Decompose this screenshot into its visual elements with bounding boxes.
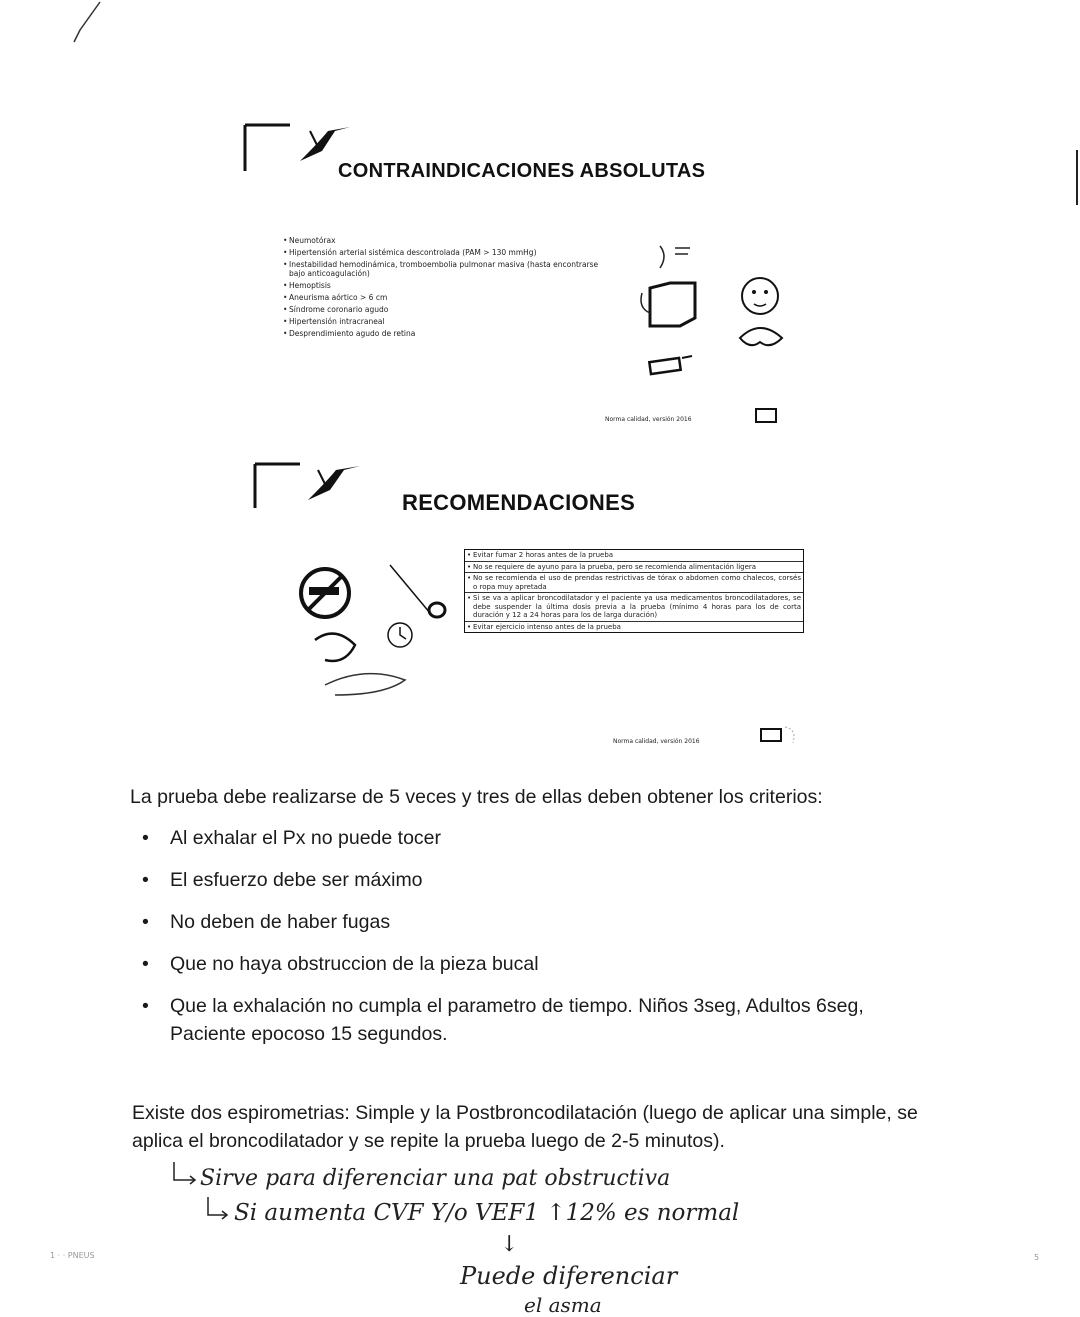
slide-footer: Norma calidad, versión 2016	[613, 738, 700, 745]
scan-mark	[60, 0, 110, 45]
slide-logo-icon	[250, 458, 365, 528]
list-item: • Evitar ejercicio intenso antes de la prueba	[465, 622, 803, 633]
page-edge-label: 1 · · PNEUS	[50, 1251, 95, 1260]
handwritten-note-2: Si aumenta CVF Y/o VEF1 ↑12% es normal	[234, 1200, 740, 1226]
handwritten-note-4: el asma	[524, 1293, 602, 1317]
criteria-item: • No deben de haber fugas	[130, 908, 930, 936]
page-number: 5	[1034, 1253, 1040, 1262]
criteria-item: • Que no haya obstruccion de la pieza bucal	[130, 950, 930, 978]
list-item: • No se recomienda el uso de prendas restrictivas de tórax o abdomen como chalecos, corsés o ropa muy apretada	[465, 573, 803, 593]
criteria-list	[130, 824, 930, 1062]
criteria-item: • El esfuerzo debe ser máximo	[130, 866, 930, 894]
list-item: • Si se va a aplicar broncodilatador y el paciente ya usa medicamentos broncodilatadores, se debe suspender la última dosis previa a la prueba (mínimo 4 horas para los de corta duración y 12 a 24 horas para los de larga duración)	[465, 593, 803, 622]
hand-arrow-icon	[170, 1160, 200, 1190]
list-item: • Inestabilidad hemodinámica, tromboembolia pulmonar masiva (hasta encontrarse bajo anticoagulación)	[283, 260, 603, 278]
list-item: • Evitar fumar 2 horas antes de la prueba	[465, 550, 803, 562]
slide-footer: Norma calidad, versión 2016	[605, 416, 692, 423]
list-item: • Hipertensión arterial sistémica descontrolada (PAM > 130 mmHg)	[283, 248, 603, 257]
slide-contraindicaciones	[235, 118, 835, 438]
list-item: • Aneurisma aórtico > 6 cm	[283, 293, 603, 302]
footer-logo-icon	[750, 406, 790, 426]
contraindication-list	[283, 236, 603, 341]
handwritten-note-1: Sirve para diferenciar una pat obstructiva	[200, 1166, 671, 1191]
footer-logo-icon	[753, 723, 813, 753]
scan-edge-line	[1076, 150, 1078, 205]
slide-recomendaciones	[245, 455, 825, 755]
criteria-item: • Al exhalar el Px no puede tocer	[130, 824, 930, 852]
list-item: • Hemoptisis	[283, 281, 603, 290]
recommendation-illustration	[295, 555, 465, 705]
list-item: • Síndrome coronario agudo	[283, 305, 603, 314]
handwritten-note-3: Puede diferenciar	[460, 1262, 678, 1290]
list-item: • Desprendimiento agudo de retina	[283, 329, 603, 338]
recommendation-list	[464, 549, 804, 633]
list-item: • Hipertensión intracraneal	[283, 317, 603, 326]
slide-title: RECOMENDACIONES	[402, 490, 636, 515]
spirometer-illustration	[620, 238, 800, 388]
handwritten-arrow: ↓	[500, 1232, 519, 1257]
list-item: • No se requiere de ayuno para la prueba, pero se recomienda alimentación ligera	[465, 562, 803, 574]
hand-arrow-icon	[204, 1195, 234, 1225]
criteria-item: • Que la exhalación no cumpla el parametro de tiempo. Niños 3seg, Adultos 6seg, Paciente epocoso 15 segundos.	[130, 992, 930, 1048]
slide-title: CONTRAINDICACIONES ABSOLUTAS	[338, 160, 706, 182]
intro-paragraph: La prueba debe realizarse de 5 veces y tres de ellas deben obtener los criterios:	[130, 786, 823, 808]
list-item: • Neumotórax	[283, 236, 603, 245]
espirometria-paragraph: Existe dos espirometrias: Simple y la Postbroncodilatación (luego de aplicar una simple, se aplica el broncodilatador y se repite la prueba luego de 2-5 minutos).	[132, 1102, 918, 1152]
